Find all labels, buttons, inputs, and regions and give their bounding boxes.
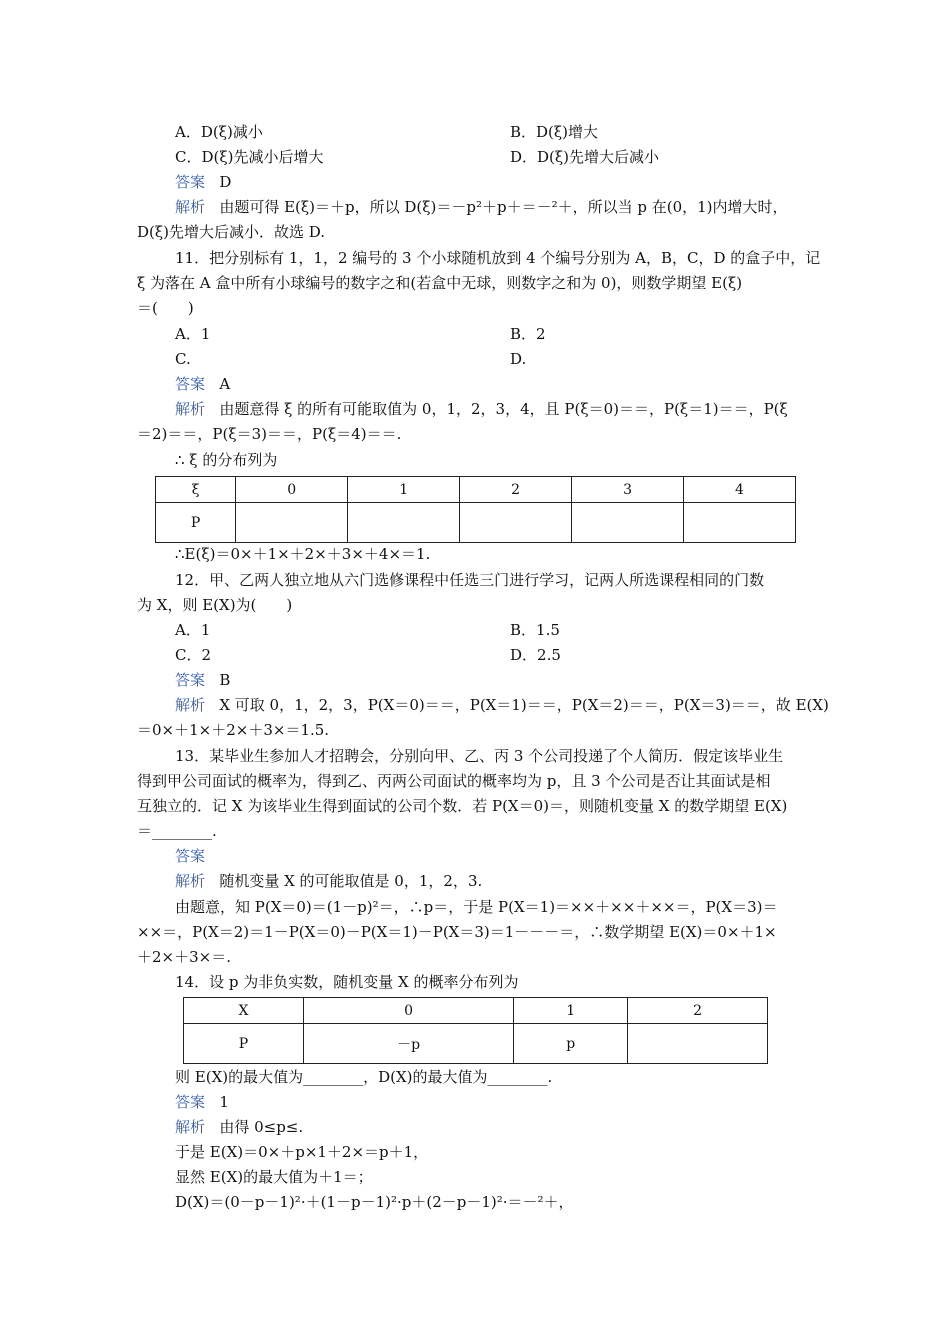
table-cell: 0 <box>303 998 513 1024</box>
analysis-text: 随机变量 X 的可能取值是 0，1，2，3. <box>219 872 483 890</box>
q11-stem: 11．把分别标有 1，1，2 编号的 3 个小球随机放到 4 个编号分别为 A，B，C，D 的盒子中，记 <box>175 249 821 267</box>
q12-stem: 12．甲、乙两人独立地从六门选修课程中任选三门进行学习，记两人所选课程相同的门数 <box>175 571 765 589</box>
analysis-text: 由题可得 E(ξ)＝＋p，所以 D(ξ)＝－p²＋p＋＝－²＋，所以当 p 在(0，1)内增大时， <box>219 198 788 216</box>
q11-analysis <box>175 398 788 420</box>
q11-option-a: A．1 <box>175 325 211 343</box>
table-cell: 1 <box>514 998 628 1024</box>
q12-option-d: D．2.5 <box>510 646 561 664</box>
table-cell: ξ <box>156 477 236 503</box>
q10-option-c: C．D(ξ)先减小后增大 <box>175 148 324 166</box>
table-cell <box>236 503 348 543</box>
analysis-label: 解析 <box>175 696 206 714</box>
q13-answer <box>175 845 219 867</box>
q10-answer <box>175 171 231 193</box>
q14-stem: 14．设 p 为非负实数，随机变量 X 的概率分布列为 <box>175 973 519 991</box>
q11-conclusion: ∴E(ξ)＝0×＋1×＋2×＋3×＋4×＝1. <box>175 545 431 563</box>
q10-option-b: B．D(ξ)增大 <box>510 123 599 141</box>
table-cell: 1 <box>348 477 460 503</box>
q11-analysis-cont: ＝2)＝＝，P(ξ＝3)＝＝，P(ξ＝4)＝＝. <box>137 425 402 443</box>
q11-distribution-intro: ∴ ξ 的分布列为 <box>175 451 278 469</box>
table-cell: P <box>184 1024 304 1064</box>
table-cell: p <box>514 1024 628 1064</box>
answer-label: 答案 <box>175 173 206 191</box>
analysis-text: 由得 0≤p≤. <box>219 1118 304 1136</box>
q11-stem-cont2: ＝( ) <box>137 299 194 317</box>
q14-stem-cont: 则 E(X)的最大值为________，D(X)的最大值为________. <box>175 1068 553 1086</box>
q10-analysis <box>175 196 788 218</box>
q14-distribution-table <box>183 997 768 1064</box>
q10-analysis-cont: D(ξ)先增大后减小．故选 D. <box>137 223 326 241</box>
table-row <box>156 477 796 503</box>
table-cell: －p <box>303 1024 513 1064</box>
q13-stem-cont2: 互独立的．记 X 为该毕业生得到面试的公司个数．若 P(X＝0)＝，则随机变量 X 的数学期望 E(X) <box>137 797 788 815</box>
q11-distribution-table <box>155 476 796 543</box>
table-cell: 0 <box>236 477 348 503</box>
answer-value: B <box>219 671 231 689</box>
q12-option-b: B．1.5 <box>510 621 560 639</box>
q13-analysis-cont: 由题意，知 P(X＝0)＝(1－p)²＝，∴p＝，于是 P(X＝1)＝××＋××＋××＝，P(X＝3)＝ <box>175 898 778 916</box>
table-cell <box>460 503 572 543</box>
analysis-text: 由题意得 ξ 的所有可能取值为 0，1，2，3，4，且 P(ξ＝0)＝＝，P(ξ＝1)＝＝，P(ξ <box>219 400 788 418</box>
q14-answer <box>175 1091 229 1113</box>
table-cell <box>628 1024 768 1064</box>
q13-stem-cont3: ＝________. <box>137 822 217 840</box>
answer-value: A <box>219 375 231 393</box>
q11-option-b: B．2 <box>510 325 546 343</box>
q14-analysis-cont2: 显然 E(X)的最大值为＋1＝； <box>175 1168 373 1186</box>
answer-label: 答案 <box>175 671 206 689</box>
q12-stem-cont: 为 X，则 E(X)为( ) <box>137 596 293 614</box>
q13-analysis-cont3: ＋2×＋3×＝. <box>137 948 231 966</box>
q14-analysis-cont: 于是 E(X)＝0×＋p×1＋2×＝p＋1， <box>175 1143 429 1161</box>
q12-option-c: C．2 <box>175 646 212 664</box>
table-cell <box>572 503 684 543</box>
q13-analysis <box>175 870 482 892</box>
analysis-label: 解析 <box>175 1118 206 1136</box>
q14-analysis-cont3: D(X)＝(0－p－1)²·＋(1－p－1)²·p＋(2－p－1)²·＝－²＋， <box>175 1193 574 1211</box>
q14-analysis <box>175 1116 303 1138</box>
table-cell: 2 <box>460 477 572 503</box>
answer-value: 1 <box>219 1093 229 1111</box>
table-row <box>184 1024 768 1064</box>
analysis-label: 解析 <box>175 198 206 216</box>
answer-label: 答案 <box>175 375 206 393</box>
q12-option-a: A．1 <box>175 621 211 639</box>
answer-value: D <box>219 173 232 191</box>
q12-answer <box>175 669 230 691</box>
table-row <box>184 998 768 1024</box>
q12-analysis <box>175 694 829 716</box>
q13-stem: 13．某毕业生参加人才招聘会，分别向甲、乙、丙 3 个公司投递了个人简历．假定该毕业生 <box>175 747 784 765</box>
answer-label: 答案 <box>175 847 206 865</box>
analysis-label: 解析 <box>175 872 206 890</box>
table-cell <box>684 503 796 543</box>
q13-stem-cont: 得到甲公司面试的概率为，得到乙、丙两公司面试的概率均为 p，且 3 个公司是否让其面试是相 <box>137 772 771 790</box>
q12-analysis-cont: ＝0×＋1×＋2×＋3×＝1.5. <box>137 721 330 739</box>
q13-analysis-cont2: ××＝，P(X＝2)＝1－P(X＝0)－P(X＝1)－P(X＝3)＝1－－－＝，∴数学期望 E(X)＝0×＋1× <box>137 923 777 941</box>
analysis-label: 解析 <box>175 400 206 418</box>
table-cell: P <box>156 503 236 543</box>
table-cell: 2 <box>628 998 768 1024</box>
q11-option-d: D. <box>510 350 527 368</box>
analysis-text: X 可取 0，1，2，3，P(X＝0)＝＝，P(X＝1)＝＝，P(X＝2)＝＝，P(X＝3)＝＝，故 E(X) <box>219 696 829 714</box>
q10-option-d: D．D(ξ)先增大后减小 <box>510 148 660 166</box>
table-cell: 4 <box>684 477 796 503</box>
answer-label: 答案 <box>175 1093 206 1111</box>
q11-answer <box>175 373 230 395</box>
table-cell: 3 <box>572 477 684 503</box>
table-cell <box>348 503 460 543</box>
q11-option-c: C. <box>175 350 191 368</box>
table-row <box>156 503 796 543</box>
table-cell: X <box>184 998 304 1024</box>
q11-stem-cont: ξ 为落在 A 盒中所有小球编号的数字之和(若盒中无球，则数字之和为 0)，则数学期望 E(ξ) <box>137 274 743 292</box>
q10-option-a: A．D(ξ)减小 <box>175 123 263 141</box>
